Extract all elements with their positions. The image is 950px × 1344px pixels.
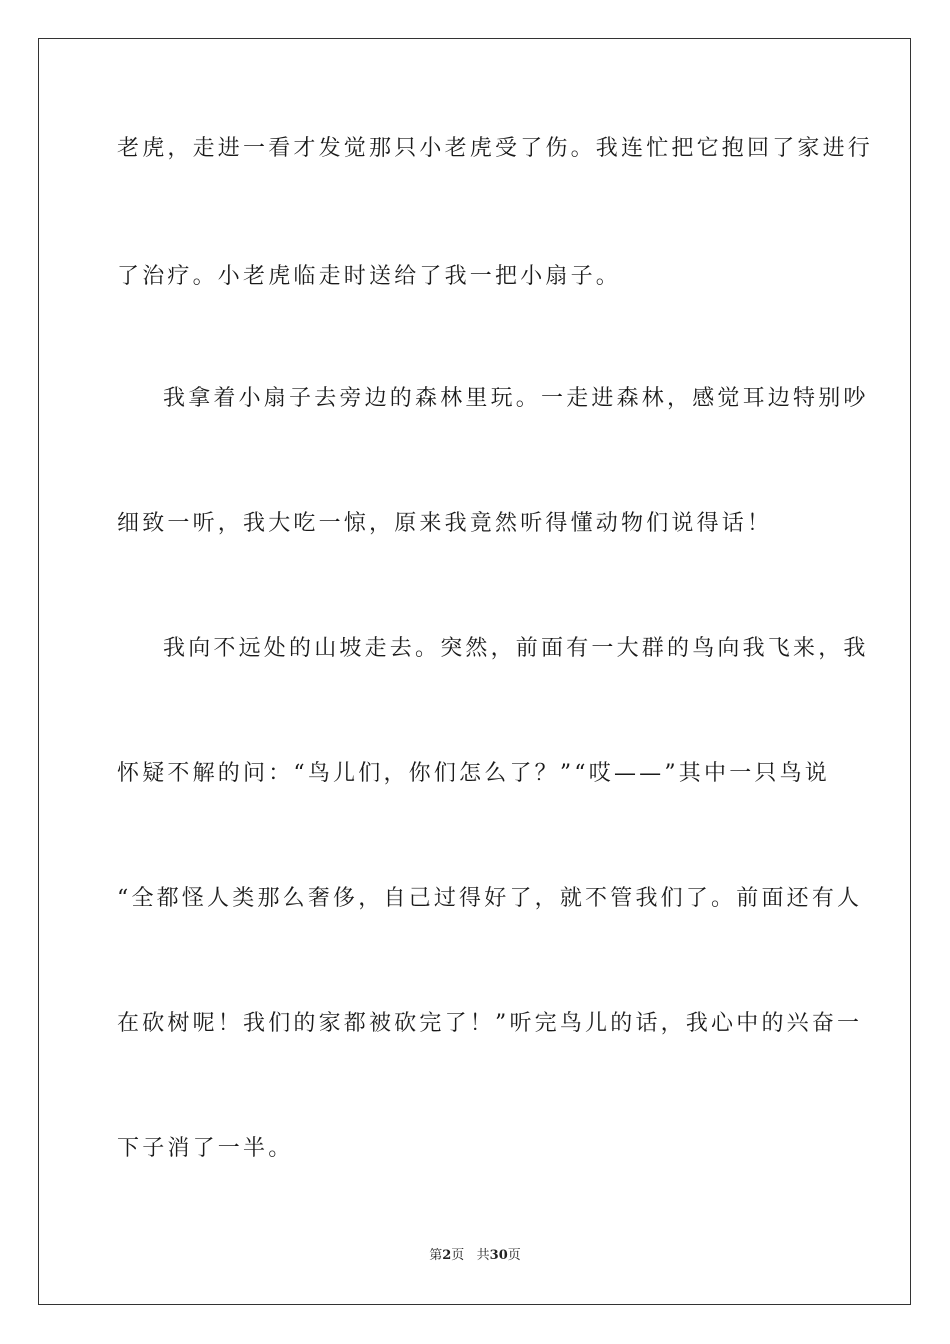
footer-page-number: 2 [442, 1248, 452, 1263]
text-line-4: 细致一听，我大吃一惊，原来我竟然听得懂动物们说得话！ [117, 511, 773, 536]
text-line-2: 了治疗。小老虎临走时送给了我一把小扇子。 [117, 264, 622, 289]
text-line-5: 我向不远处的山坡走去。突然，前面有一大群的鸟向我飞来，我 [163, 636, 869, 661]
text-line-8: 在砍树呢！我们的家都被砍完了！”听完鸟儿的话，我心中的兴奋一 [117, 1011, 863, 1036]
footer-prefix: 第 [429, 1248, 443, 1263]
footer-total-suffix: 页 [507, 1248, 521, 1263]
text-line-3: 我拿着小扇子去旁边的森林里玩。一走进森林，感觉耳边特别吵 [163, 386, 869, 411]
footer-total-pages: 30 [489, 1248, 508, 1263]
text-line-7: “全都怪人类那么奢侈，自己过得好了，就不管我们了。前面还有人 [117, 886, 863, 911]
footer-page-suffix: 页 共 [451, 1248, 490, 1263]
page-border [38, 38, 911, 1305]
text-line-1: 老虎，走进一看才发觉那只小老虎受了伤。我连忙把它抱回了家进行 [117, 136, 874, 161]
text-line-6: 怀疑不解的问：“鸟儿们，你们怎么了？”“哎——”其中一只鸟说 [117, 761, 830, 786]
page-footer [0, 1247, 950, 1265]
text-line-9: 下子消了一半。 [117, 1136, 294, 1161]
